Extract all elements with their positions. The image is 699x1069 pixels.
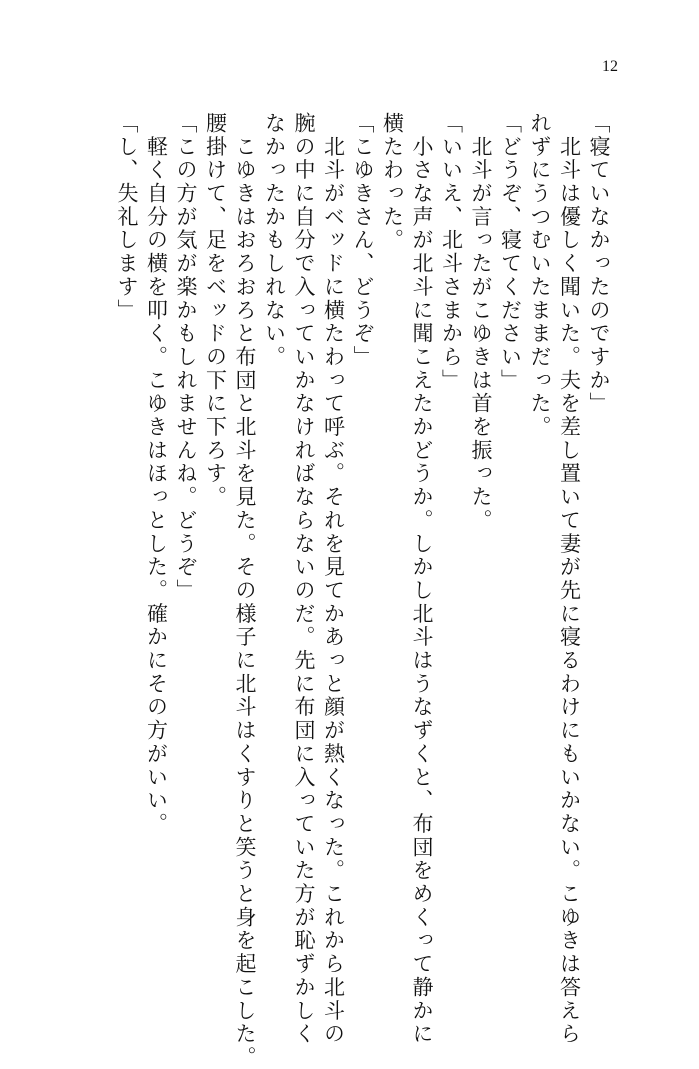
text-line: れずにうつむいたままだった。	[528, 112, 552, 439]
text-line: 軽く自分の横を叩く。こゆきはほっとした。確かにその方がいい。	[144, 112, 169, 836]
page-number: 12	[602, 58, 618, 75]
text-line: こゆきはおろおろと布団と北斗を見た。その様子に北斗はくすりと笑うと身を起こした。	[233, 112, 257, 1069]
text-line: 「この方が気が楽かもしれませんね。どうぞ」	[174, 112, 198, 603]
text-line: 北斗は優しく聞いた。夫を差し置いて妻が先に寝るわけにもいかない。こゆきは答えら	[557, 112, 582, 1046]
text-line: 腰掛けて、足をベッドの下に下ろす。	[203, 112, 228, 509]
text-line: 横たわった。	[380, 112, 405, 253]
vertical-text-body	[112, 112, 614, 1069]
text-line: 小さな声が北斗に聞こえたかどうか。しかし北斗はうなずくと、布団をめくって静かに	[410, 112, 434, 1046]
text-line: 「し、失礼します」	[115, 112, 139, 323]
text-line: 「こゆきさん、どうぞ」	[351, 112, 375, 369]
text-line: 北斗が言ったがこゆきは首を振った。	[469, 112, 493, 533]
text-line: 「寝ていなかったのですか」	[587, 112, 611, 416]
text-line: なかったかもしれない。	[262, 112, 287, 369]
text-line: 「いいえ、北斗さまから」	[439, 112, 464, 393]
text-line: 北斗がベッドに横たわって呼ぶ。それを見てかあっと顔が熱くなった。これから北斗の	[321, 112, 346, 1046]
text-line: 腕の中に自分で入っていかなければならないのだ。先に布団に入っていた方が恥ずかしく	[292, 112, 316, 1046]
text-line: 「どうぞ、寝てください」	[498, 112, 523, 393]
